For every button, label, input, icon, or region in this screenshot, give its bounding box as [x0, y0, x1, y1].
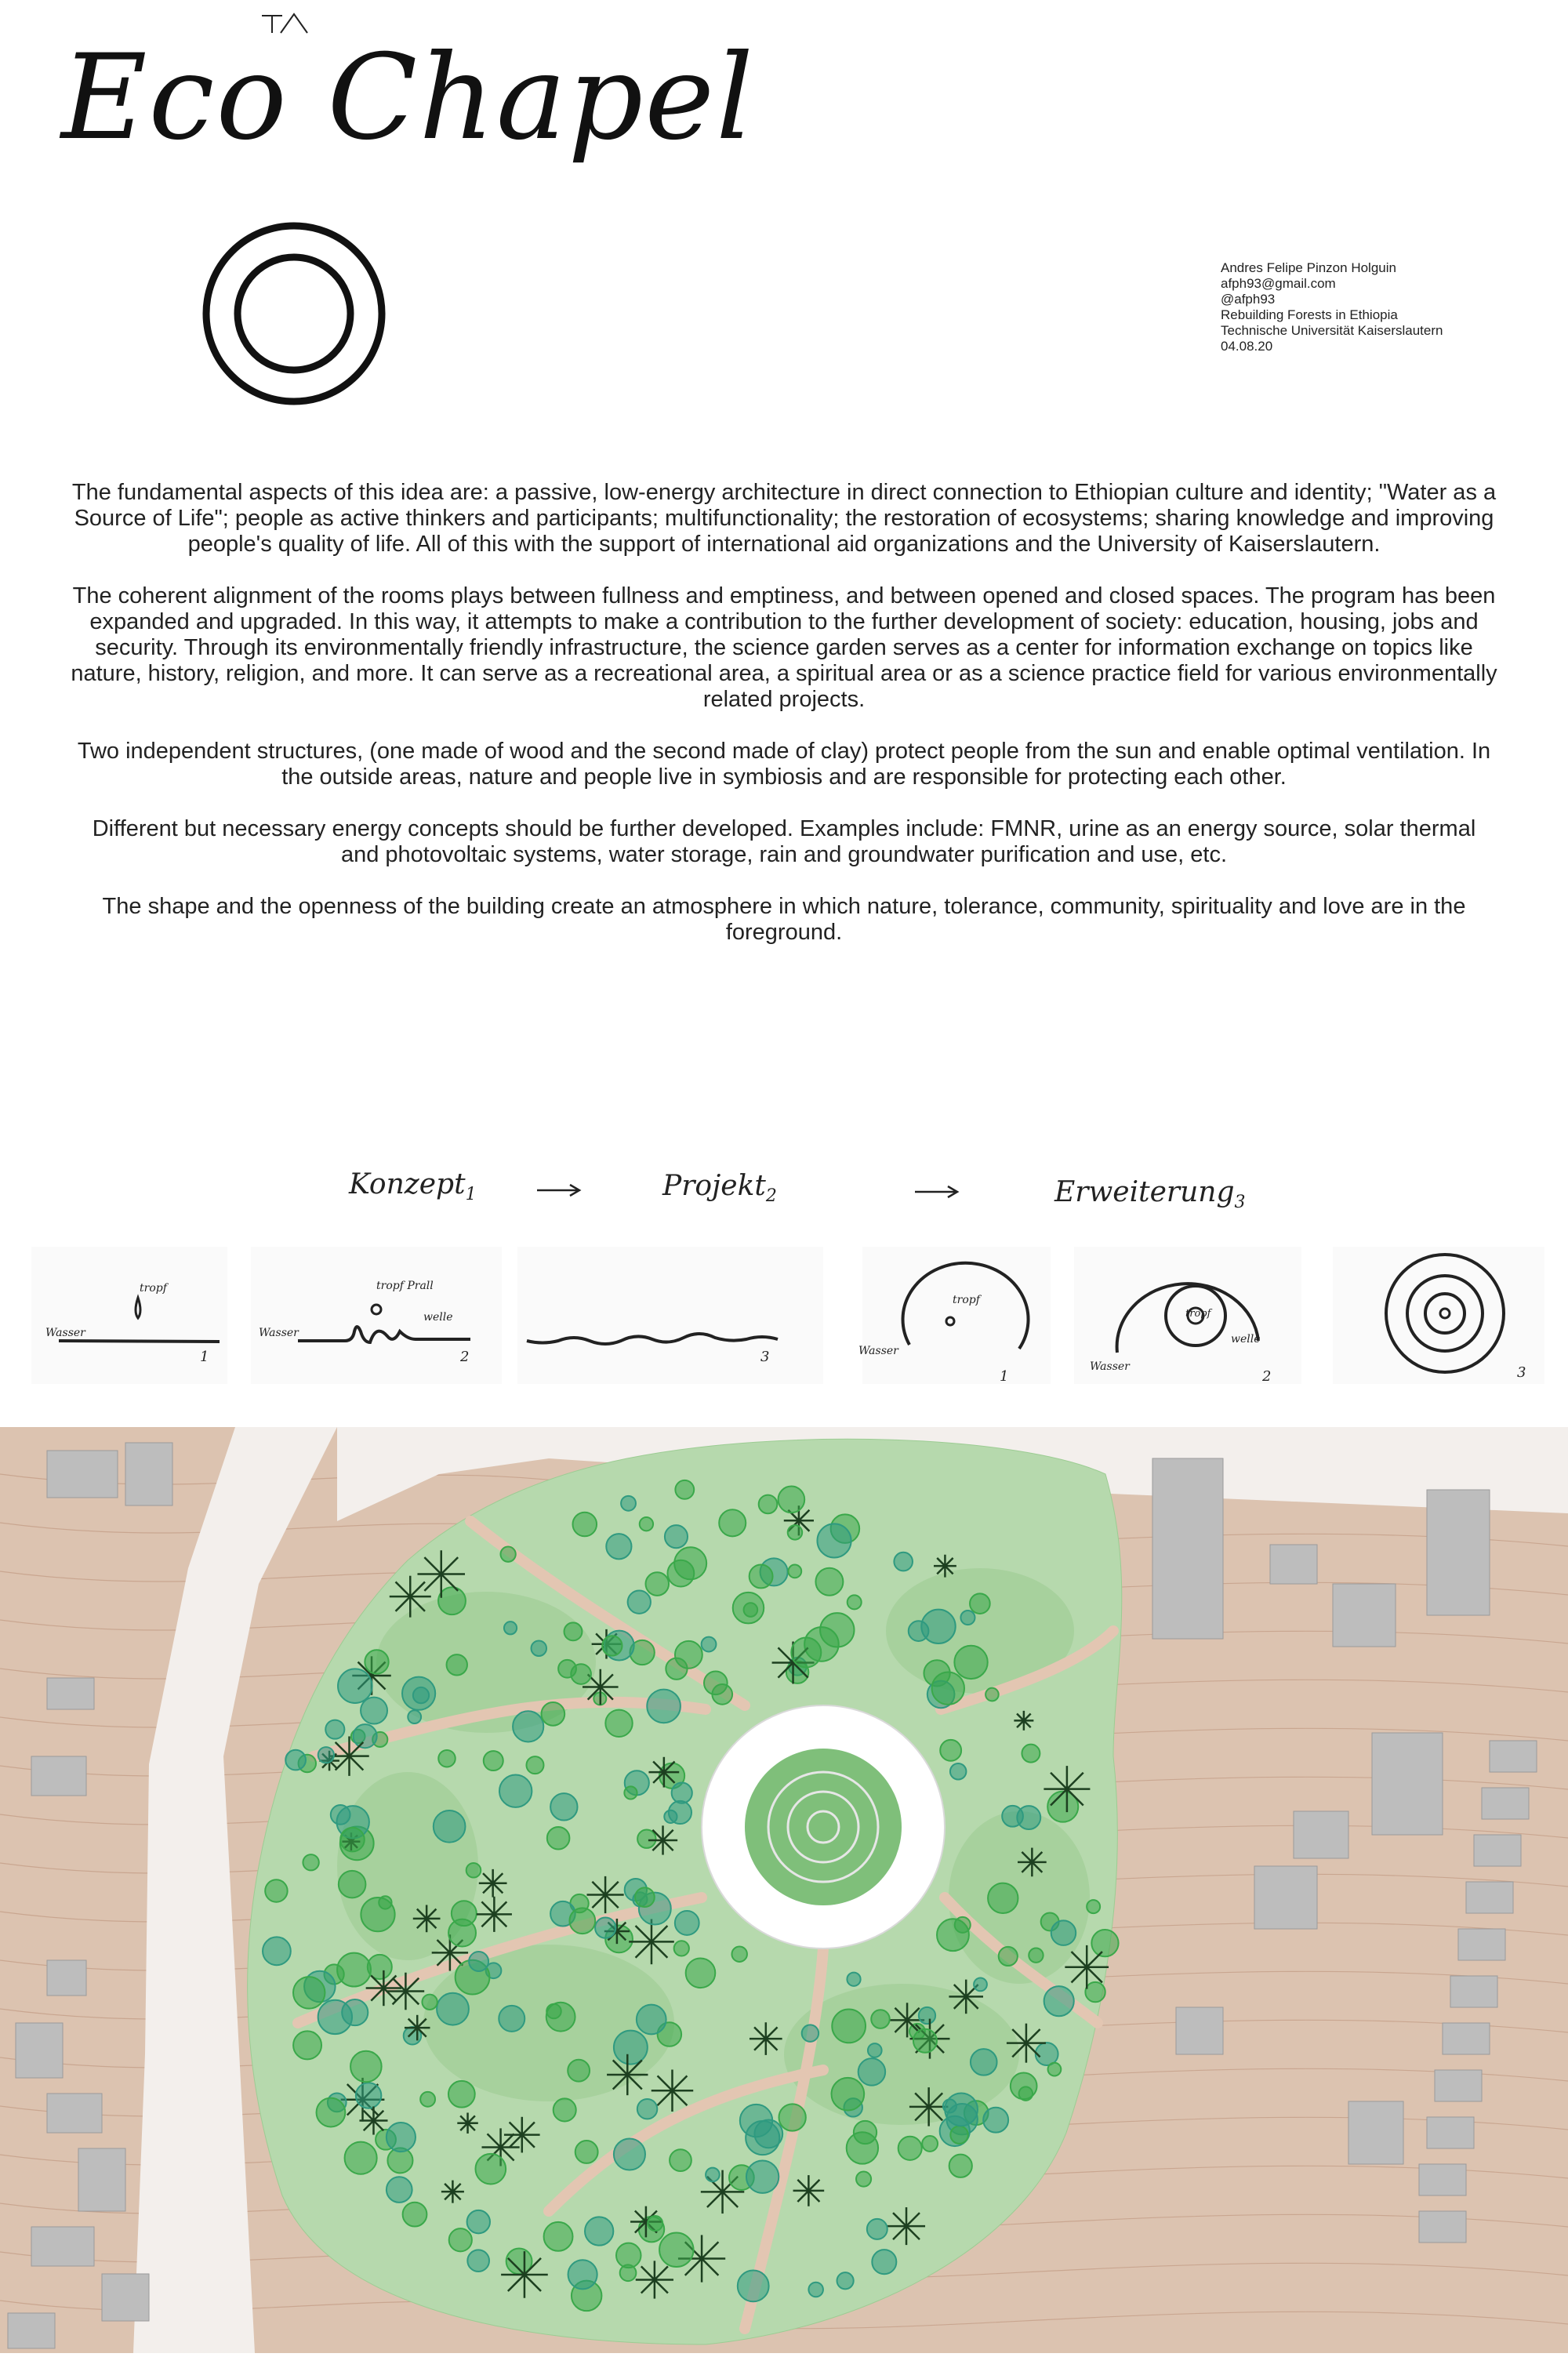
tree-icon — [408, 1710, 421, 1723]
tree-icon — [340, 1828, 365, 1852]
tree-icon — [1087, 1900, 1100, 1913]
tree-icon — [413, 1905, 441, 1932]
tree-icon — [437, 1993, 469, 2025]
tree-icon — [832, 2010, 866, 2043]
tree-icon — [586, 1876, 623, 1913]
tree-icon — [345, 2142, 377, 2174]
tree-icon — [832, 2078, 865, 2111]
tree-icon — [402, 1677, 435, 1710]
tree-icon — [640, 1517, 653, 1531]
building — [1466, 1882, 1513, 1913]
sketch-drawings — [0, 1239, 1568, 1396]
sketch-label-wasser: Wasser — [259, 1327, 299, 1339]
page-title: Eco Chapel — [61, 30, 756, 166]
tree-icon — [702, 1637, 717, 1652]
building — [1254, 1866, 1317, 1929]
building — [1474, 1835, 1521, 1866]
tree-icon — [932, 1672, 964, 1704]
sketch-label-tropf: tropf — [1185, 1308, 1211, 1320]
tree-icon — [750, 2022, 782, 2055]
tree-icon — [731, 1946, 746, 1961]
tree-icon — [571, 1664, 591, 1684]
building — [1333, 1584, 1396, 1647]
step-label: Konzept — [349, 1168, 466, 1200]
tree-icon — [285, 1750, 306, 1770]
tree-icon — [1029, 1948, 1043, 1962]
tree-icon — [568, 2260, 597, 2289]
tree-icon — [635, 1887, 655, 1907]
tree-icon — [754, 2120, 782, 2148]
tree-icon — [387, 2177, 412, 2203]
tree-icon — [303, 1854, 318, 1870]
tree-icon — [637, 2099, 657, 2119]
tree-icon — [448, 1919, 476, 1947]
tree-icon — [759, 1495, 778, 1514]
tree-icon — [564, 1622, 583, 1640]
tree-icon — [887, 2207, 925, 2245]
tree-icon — [624, 1786, 637, 1799]
tree-icon — [1048, 2063, 1062, 2076]
tree-icon — [867, 2219, 887, 2239]
tree-icon — [422, 1995, 437, 2010]
tree-icon — [628, 1591, 651, 1614]
tree-icon — [750, 1564, 773, 1588]
building — [1450, 1976, 1497, 2007]
building — [1427, 1490, 1490, 1615]
tree-icon — [614, 2138, 645, 2170]
tree-icon — [513, 1711, 543, 1741]
tree-icon — [648, 2216, 662, 2231]
building — [1270, 1545, 1317, 1584]
sketch-label-wasser: Wasser — [858, 1345, 898, 1357]
tree-icon — [856, 2171, 871, 2186]
step-erweiterung — [1054, 1176, 1246, 1212]
tree-icon — [950, 2126, 967, 2143]
paragraph: Two independent structures, (one made of wood and the second made of clay) protect people from the sun and enable optimal ventilation. In the outside areas, nature and people live in symbiosis and are responsible for protecting each other. — [77, 739, 1491, 790]
description-text — [71, 480, 1497, 971]
tree-icon — [954, 1646, 987, 1679]
step-label: Erweiterung — [1054, 1176, 1235, 1208]
sketch-number: 2 — [460, 1349, 470, 1365]
author-info — [1221, 260, 1443, 354]
tree-icon — [988, 1883, 1018, 1913]
tree-icon — [788, 1525, 802, 1539]
tree-icon — [354, 1724, 377, 1748]
tree-icon — [526, 1756, 543, 1774]
building — [31, 2227, 94, 2266]
tree-icon — [983, 2108, 1008, 2133]
chapel — [702, 1705, 945, 1948]
tree-icon — [1018, 1848, 1047, 1877]
sketch-label-wasser: Wasser — [1090, 1360, 1130, 1373]
tree-icon — [858, 2058, 885, 2085]
step-index: 1 — [465, 1185, 477, 1205]
tree-icon — [659, 2233, 693, 2267]
sketch-label-tropf-prall: tropf Prall — [376, 1280, 434, 1292]
tree-icon — [420, 2092, 435, 2107]
project-name: Rebuilding Forests in Ethiopia — [1221, 307, 1398, 322]
tree-icon — [499, 1775, 532, 1807]
tree-icon — [387, 1973, 425, 2010]
building — [1490, 1741, 1537, 1772]
building — [8, 2313, 55, 2348]
tree-icon — [405, 2015, 430, 2041]
tree-icon — [263, 1937, 291, 1965]
tree-icon — [568, 2060, 590, 2082]
tree-icon — [499, 2006, 524, 2032]
tree-icon — [949, 2155, 972, 2177]
tree-icon — [504, 2117, 540, 2153]
tree-icon — [744, 1603, 758, 1617]
tree-icon — [475, 2154, 506, 2184]
building — [1294, 1811, 1348, 1858]
tree-icon — [647, 1690, 681, 1723]
tree-icon — [602, 1636, 622, 1655]
tree-icon — [387, 2123, 416, 2152]
tree-icon — [686, 1958, 716, 1988]
sketch-number: 3 — [1517, 1364, 1526, 1381]
tree-icon — [934, 1555, 956, 1578]
tree-icon — [665, 1525, 688, 1548]
building — [1176, 2007, 1223, 2054]
tree-icon — [802, 2025, 818, 2041]
tree-icon — [1085, 1982, 1105, 2002]
site-plan-drawing — [0, 1427, 1568, 2353]
university: Technische Universität Kaiserslautern — [1221, 323, 1443, 338]
tree-icon — [484, 1751, 503, 1770]
building — [1427, 2117, 1474, 2148]
tree-icon — [325, 1720, 344, 1739]
tree-icon — [868, 2043, 882, 2057]
building — [125, 1443, 172, 1505]
author-name: Andres Felipe Pinzon Holguin — [1221, 260, 1396, 275]
step-projekt — [662, 1170, 777, 1206]
tree-icon — [674, 1941, 689, 1956]
tree-icon — [913, 2029, 937, 2053]
tree-icon — [672, 1783, 692, 1803]
tree-icon — [361, 1898, 394, 1931]
tree-icon — [504, 1622, 517, 1634]
tree-icon — [569, 1908, 595, 1934]
tree-icon — [669, 1801, 691, 1824]
tree-icon — [955, 1917, 971, 1933]
tree-icon — [293, 2031, 321, 2059]
tree-icon — [704, 1671, 728, 1694]
tree-icon — [438, 1750, 455, 1767]
tree-icon — [1007, 2024, 1046, 2063]
tree-icon — [342, 1999, 368, 2025]
tree-icon — [605, 1710, 632, 1737]
tree-icon — [359, 2107, 387, 2135]
tree-icon — [738, 2270, 769, 2301]
building — [47, 1451, 118, 1498]
tree-icon — [808, 2283, 823, 2297]
sketch-label-tropf: tropf — [140, 1282, 167, 1295]
building — [31, 1756, 86, 1796]
tree-icon — [637, 1830, 655, 1848]
building — [1443, 2023, 1490, 2054]
tree-icon — [542, 1702, 565, 1726]
tree-icon — [595, 1917, 615, 1938]
tree-icon — [448, 2081, 475, 2108]
tree-icon — [817, 1524, 851, 1557]
sketch-label-wasser: Wasser — [45, 1327, 85, 1339]
tree-icon — [999, 1947, 1018, 1966]
concept-steps — [0, 1160, 1568, 1231]
sketch-number: 3 — [760, 1349, 770, 1365]
tree-icon — [985, 1688, 999, 1701]
tree-icon — [441, 2181, 464, 2203]
tree-icon — [467, 2250, 489, 2272]
tree-icon — [1014, 1711, 1033, 1731]
tree-icon — [339, 1871, 366, 1898]
tree-icon — [637, 2005, 666, 2035]
tree-icon — [403, 2203, 427, 2227]
tree-icon — [361, 1698, 387, 1724]
tree-icon — [607, 2054, 648, 2095]
tree-icon — [350, 2051, 382, 2083]
tree-icon — [940, 1740, 961, 1761]
tree-icon — [667, 1560, 694, 1587]
tree-icon — [338, 1669, 372, 1703]
tree-icon — [614, 2031, 648, 2065]
tree-icon — [950, 1763, 967, 1780]
tree-icon — [434, 1810, 466, 1843]
step-index: 3 — [1234, 1193, 1246, 1213]
tree-icon — [293, 1977, 325, 2008]
sketch-number: 1 — [1000, 1368, 1009, 1385]
tree-icon — [636, 2261, 673, 2298]
tree-icon — [337, 1953, 371, 1987]
tree-icon — [793, 2175, 825, 2206]
tree-icon — [746, 2160, 779, 2192]
tree-icon — [648, 1757, 679, 1788]
tree-icon — [449, 2228, 472, 2251]
tree-icon — [467, 2210, 490, 2233]
concept-sketches — [0, 1239, 1568, 1396]
tree-icon — [466, 1863, 481, 1878]
arrow-right-icon — [913, 1184, 960, 1200]
tree-icon — [329, 1736, 368, 1775]
tree-icon — [417, 1550, 465, 1598]
arrow-right-icon — [535, 1182, 583, 1198]
tree-icon — [501, 2251, 548, 2298]
step-index: 2 — [765, 1186, 777, 1207]
tree-icon — [943, 2099, 956, 2112]
tree-icon — [646, 1572, 670, 1596]
tree-icon — [719, 1509, 746, 1536]
paragraph: The fundamental aspects of this idea are: a passive, low-energy architecture in direct connection to Ethiopian culture and identity; "Water as a Source of Life"; people as active thinkers and participants; multifunctionality; the restoration of ecosystems; sharing knowledge and improving people's quality of life. All of this with the support of international aid organizations and the University of Kaiserslautern. — [71, 480, 1497, 557]
date: 04.08.20 — [1221, 339, 1273, 354]
tree-icon — [848, 1595, 862, 1609]
sketch-label-welle: welle — [423, 1311, 453, 1324]
tree-icon — [971, 2049, 997, 2076]
tree-icon — [1091, 1930, 1118, 1956]
building — [1482, 1788, 1529, 1819]
tree-icon — [919, 2007, 935, 2024]
tree-icon — [390, 1576, 431, 1618]
building — [1372, 1733, 1443, 1835]
tree-icon — [648, 1825, 677, 1854]
tree-icon — [1002, 1806, 1023, 1827]
tree-icon — [675, 1480, 694, 1499]
tree-icon — [921, 1610, 955, 1643]
tree-icon — [779, 2104, 805, 2130]
tree-icon — [1011, 2072, 1037, 2099]
tree-icon — [317, 2098, 346, 2127]
tree-icon — [815, 1568, 843, 1596]
tree-icon — [1044, 1986, 1074, 2016]
tree-icon — [706, 2168, 720, 2182]
tree-icon — [791, 1638, 821, 1668]
tree-icon — [894, 1553, 913, 1571]
sketch-number: 2 — [1262, 1368, 1272, 1385]
tree-icon — [469, 1952, 488, 1971]
tree-icon — [438, 1587, 466, 1614]
tree-icon — [365, 1650, 388, 1673]
tree-icon — [621, 1496, 636, 1511]
tree-icon — [606, 1534, 631, 1559]
tree-icon — [500, 1547, 515, 1562]
site-plan — [0, 1427, 1568, 2353]
tree-icon — [457, 2112, 477, 2133]
tree-icon — [1065, 1945, 1109, 1989]
tree-icon — [666, 1658, 687, 1680]
sketch-number: 1 — [200, 1349, 209, 1365]
tree-icon — [585, 2217, 613, 2245]
tree-icon — [575, 2141, 598, 2163]
paragraph: The coherent alignment of the rooms plays between fullness and emptiness, and between opened and closed spaces. The program has been expanded and upgraded. In this way, it attempts to make a contribution to the further development of society: education, housing, jobs and security. Through its environmentally friendly infrastructure, the science garden serves as a center for information exchange on topics like nature, history, religion, and more. It can serve as a recreational area, a spiritual area or as a science practice field for various environmentally related projects. — [71, 583, 1497, 712]
tree-icon — [872, 2250, 896, 2274]
paragraph: Different but necessary energy concepts should be further developed. Examples include: FMNR, urine as an energy source, solar thermal and photovoltaic systems, water storage, rain and groundwater purification and use, etc. — [92, 816, 1476, 867]
tree-icon — [960, 1611, 975, 1625]
tree-icon — [1022, 1745, 1040, 1763]
building — [78, 2148, 125, 2211]
tree-icon — [554, 2098, 576, 2121]
author-email: afph93@gmail.com — [1221, 276, 1336, 291]
tree-icon — [779, 1487, 805, 1513]
tree-icon — [652, 2070, 693, 2112]
tree-icon — [974, 1978, 987, 1992]
tree-icon — [546, 2003, 575, 2032]
tree-icon — [670, 2149, 691, 2171]
building — [1458, 1929, 1505, 1960]
tree-icon — [922, 2136, 938, 2152]
tree-icon — [447, 1654, 467, 1675]
tree-icon — [788, 1565, 801, 1578]
step-label: Projekt — [662, 1170, 766, 1202]
tree-icon — [620, 2264, 637, 2281]
building — [1435, 2070, 1482, 2101]
tree-icon — [532, 1640, 546, 1655]
building — [1419, 2164, 1466, 2195]
tree-icon — [573, 1513, 597, 1537]
tree-icon — [265, 1879, 287, 1901]
building — [47, 1678, 94, 1709]
building — [16, 2023, 63, 2078]
tree-icon — [356, 2083, 381, 2108]
building — [47, 1960, 86, 1996]
tree-icon — [1044, 1766, 1090, 1812]
logo-concentric-rings-icon — [200, 220, 388, 408]
tree-icon — [550, 1793, 577, 1820]
tree-icon — [318, 1747, 334, 1763]
tree-icon — [970, 1593, 990, 1614]
tree-icon — [544, 2222, 573, 2251]
tree-icon — [837, 2272, 854, 2289]
sketch-label-welle: welle — [1231, 1333, 1261, 1346]
tree-icon — [629, 1919, 674, 1965]
tree-icon — [847, 2132, 878, 2163]
sketch-label-tropf: tropf — [953, 1294, 980, 1306]
building — [102, 2274, 149, 2321]
paragraph: The shape and the openness of the building create an atmosphere in which nature, tolerance, community, spirituality and love are in the foreground. — [102, 894, 1466, 945]
tree-icon — [547, 1827, 570, 1850]
step-konzept — [349, 1168, 477, 1204]
building — [1152, 1458, 1223, 1639]
tree-icon — [1036, 2043, 1058, 2065]
building — [1419, 2211, 1466, 2243]
tree-icon — [479, 1869, 507, 1898]
tree-icon — [847, 1973, 860, 1986]
building — [1348, 2101, 1403, 2164]
tree-icon — [898, 2137, 922, 2160]
tree-icon — [1051, 1920, 1076, 1945]
tree-icon — [871, 2010, 890, 2028]
author-handle: @afph93 — [1221, 292, 1276, 307]
tree-icon — [675, 1911, 699, 1935]
tree-icon — [477, 1897, 512, 1932]
building — [47, 2094, 102, 2133]
